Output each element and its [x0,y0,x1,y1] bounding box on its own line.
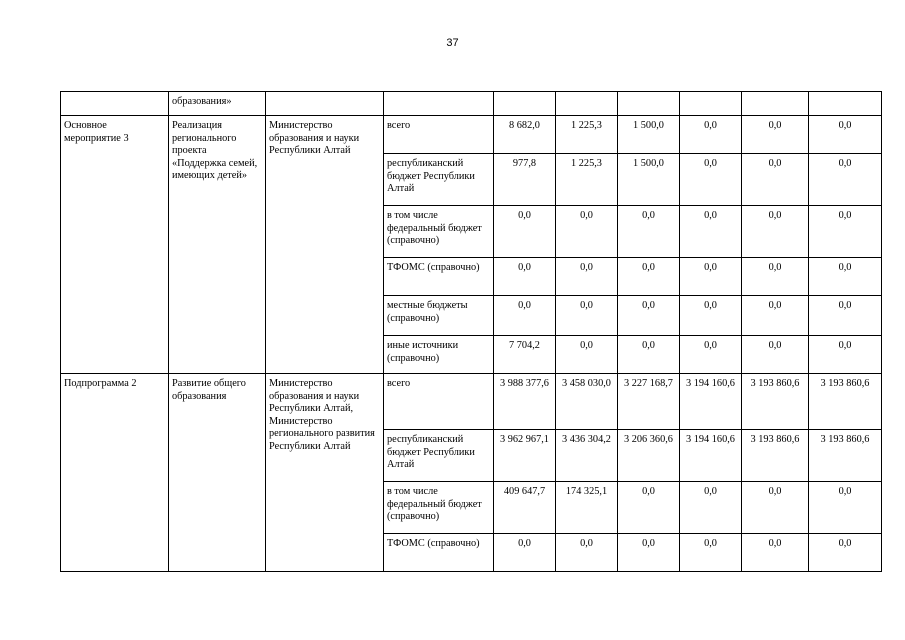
cell-value: 0,0 [680,258,742,296]
cell-value: 0,0 [618,258,680,296]
cell-value: 0,0 [742,258,809,296]
cell-value: 1 225,3 [556,154,618,206]
cell-value: 3 193 860,6 [809,374,882,430]
cell-value: 0,0 [809,336,882,374]
cell-value: 0,0 [556,258,618,296]
cell-executor [266,92,384,116]
cell-value: 0,0 [618,336,680,374]
cell-value: 0,0 [556,336,618,374]
cell-value [680,92,742,116]
cell-value [809,92,882,116]
cell-value: 0,0 [680,116,742,154]
cell-value: 0,0 [556,206,618,258]
cell-value: 0,0 [680,336,742,374]
cell-value: 174 325,1 [556,482,618,534]
cell-value: 0,0 [556,296,618,336]
cell-value: 0,0 [680,296,742,336]
cell-value: 3 227 168,7 [618,374,680,430]
cell-value: 1 225,3 [556,116,618,154]
cell-source [384,92,494,116]
cell-value: 409 647,7 [494,482,556,534]
cell-value: 0,0 [494,206,556,258]
cell-value: 0,0 [809,258,882,296]
cell-value: 3 194 160,6 [680,430,742,482]
cell-executor: Министерство образования и науки Республики Алтай, Министерство регионального развития Республики Алтай [266,374,384,572]
cell-value: 0,0 [680,482,742,534]
cell-value: 0,0 [618,482,680,534]
cell-value: 0,0 [680,154,742,206]
cell-value: 3 206 360,6 [618,430,680,482]
cell-value [556,92,618,116]
cell-value: 0,0 [556,534,618,572]
cell-value: 3 988 377,6 [494,374,556,430]
cell-value: 0,0 [494,258,556,296]
cell-value: 0,0 [618,534,680,572]
cell-value: 0,0 [494,296,556,336]
cell-source: в том числе федеральный бюджет (справочно) [384,206,494,258]
cell-value: 0,0 [809,296,882,336]
cell-value: 0,0 [742,296,809,336]
cell-value: 0,0 [618,206,680,258]
cell-source: в том числе федеральный бюджет (справочно) [384,482,494,534]
cell-program: Подпрограмма 2 [61,374,169,572]
cell-value [618,92,680,116]
cell-value [742,92,809,116]
cell-value: 1 500,0 [618,116,680,154]
cell-source: ТФОМС (справочно) [384,258,494,296]
cell-value: 0,0 [742,206,809,258]
cell-value: 3 194 160,6 [680,374,742,430]
cell-executor: Министерство образования и науки Республики Алтай [266,116,384,374]
cell-value: 3 193 860,6 [742,374,809,430]
cell-value: 1 500,0 [618,154,680,206]
cell-source: республиканский бюджет Республики Алтай [384,154,494,206]
cell-value: 3 193 860,6 [809,430,882,482]
cell-source: республиканский бюджет Республики Алтай [384,430,494,482]
cell-value: 0,0 [809,482,882,534]
cell-value: 0,0 [742,154,809,206]
table-row [61,374,882,430]
cell-value [494,92,556,116]
cell-source: местные бюджеты (справочно) [384,296,494,336]
cell-value: 0,0 [742,116,809,154]
cell-source: всего [384,116,494,154]
cell-value: 0,0 [618,296,680,336]
cell-value: 3 458 030,0 [556,374,618,430]
cell-title: Развитие общего образования [169,374,266,572]
cell-value: 0,0 [494,534,556,572]
cell-value: 3 962 967,1 [494,430,556,482]
page-number: 37 [446,37,459,49]
cell-value: 0,0 [809,154,882,206]
cell-program [61,92,169,116]
budget-table [60,91,882,572]
cell-value: 0,0 [809,206,882,258]
cell-value: 0,0 [680,206,742,258]
cell-program: Основное мероприятие 3 [61,116,169,374]
cell-source: всего [384,374,494,430]
cell-source: иные источники (справочно) [384,336,494,374]
cell-value: 3 436 304,2 [556,430,618,482]
cell-value: 0,0 [742,534,809,572]
cell-title: Реализация регионального проекта «Поддержка семей, имеющих детей» [169,116,266,374]
cell-value: 3 193 860,6 [742,430,809,482]
cell-source: ТФОМС (справочно) [384,534,494,572]
cell-value: 7 704,2 [494,336,556,374]
table-row [61,92,882,116]
cell-value: 0,0 [680,534,742,572]
cell-value: 0,0 [809,116,882,154]
cell-value: 0,0 [809,534,882,572]
cell-value: 8 682,0 [494,116,556,154]
cell-value: 0,0 [742,336,809,374]
cell-value: 0,0 [742,482,809,534]
cell-title: образования» [169,92,266,116]
cell-value: 977,8 [494,154,556,206]
table-row [61,116,882,154]
